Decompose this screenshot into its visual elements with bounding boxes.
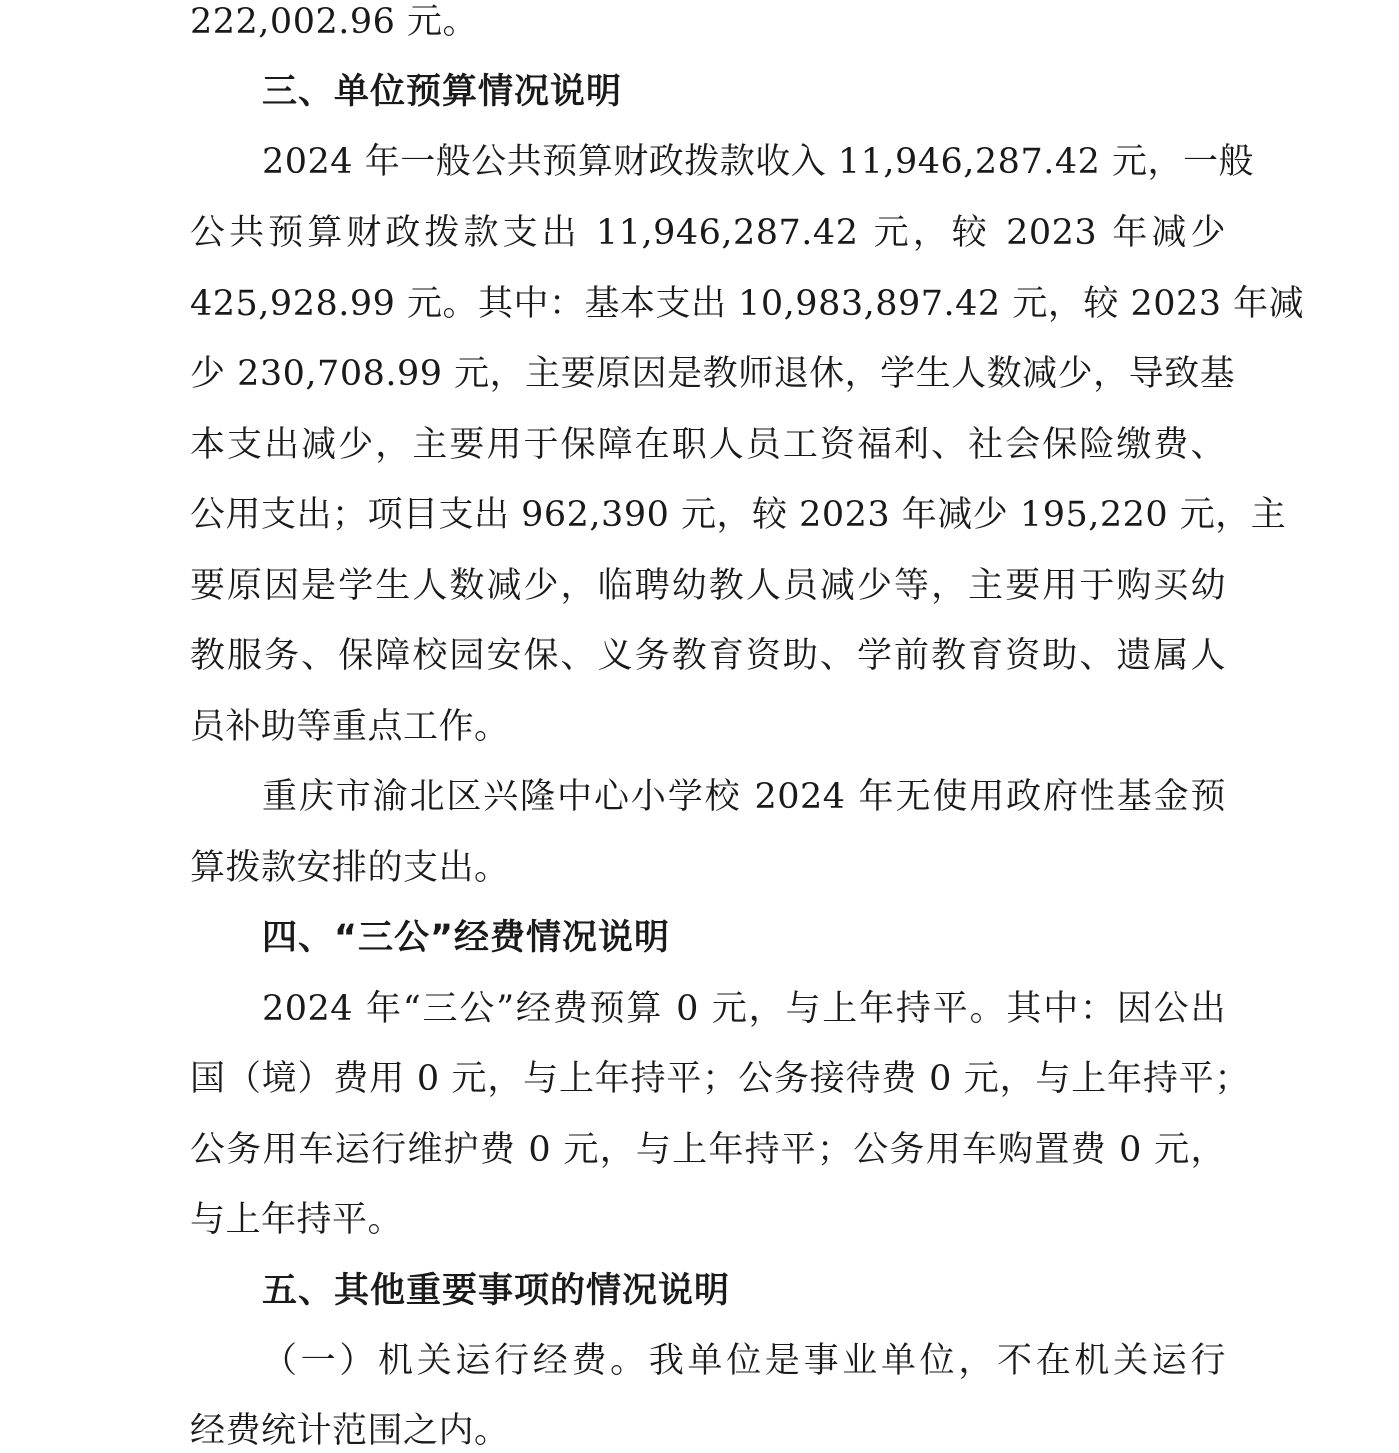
text-line: 2024 年一般公共预算财政拨款收入 11,946,287.42 元，一般 xyxy=(262,142,1255,182)
text-line: 算拨款安排的支出。 xyxy=(190,848,510,888)
text-line: （一）机关运行经费。我单位是事业单位，不在机关运行 xyxy=(262,1341,1226,1381)
text-line: 公用支出；项目支出 962,390 元，较 2023 年减少 195,220 元，主 xyxy=(190,495,1287,535)
section-heading-unit-budget: 三、单位预算情况说明 xyxy=(262,72,623,112)
text-line: 公共预算财政拨款支出 11,946,287.42 元，较 2023 年减少 xyxy=(190,213,1226,253)
text-line: 国（境）费用 0 元，与上年持平；公务接待费 0 元，与上年持平； xyxy=(190,1059,1250,1099)
text-line: 重庆市渝北区兴隆中心小学校 2024 年无使用政府性基金预 xyxy=(262,777,1226,817)
section-heading-three-public: 四、“三公”经费情况说明 xyxy=(262,918,671,958)
text-line: 员补助等重点工作。 xyxy=(190,707,510,747)
text-line: 2024 年“三公”经费预算 0 元，与上年持平。其中：因公出 xyxy=(262,989,1226,1029)
text-line: 教服务、保障校园安保、义务教育资助、学前教育资助、遗属人 xyxy=(190,636,1226,676)
text-line: 经费统计范围之内。 xyxy=(190,1411,510,1451)
text-line: 公务用车运行维护费 0 元，与上年持平；公务用车购置费 0 元， xyxy=(190,1130,1226,1170)
text-line: 与上年持平。 xyxy=(190,1200,404,1240)
text-line: 要原因是学生人数减少，临聘幼教人员减少等，主要用于购买幼 xyxy=(190,566,1226,606)
section-heading-other-matters: 五、其他重要事项的情况说明 xyxy=(262,1271,731,1311)
text-line: 少 230,708.99 元，主要原因是教师退休，学生人数减少，导致基 xyxy=(190,354,1236,394)
text-line: 425,928.99 元。其中：基本支出 10,983,897.42 元，较 2023 年减 xyxy=(190,284,1305,324)
text-line: 222,002.96 元。 xyxy=(190,2,479,42)
text-line: 本支出减少，主要用于保障在职人员工资福利、社会保险缴费、 xyxy=(190,425,1226,465)
